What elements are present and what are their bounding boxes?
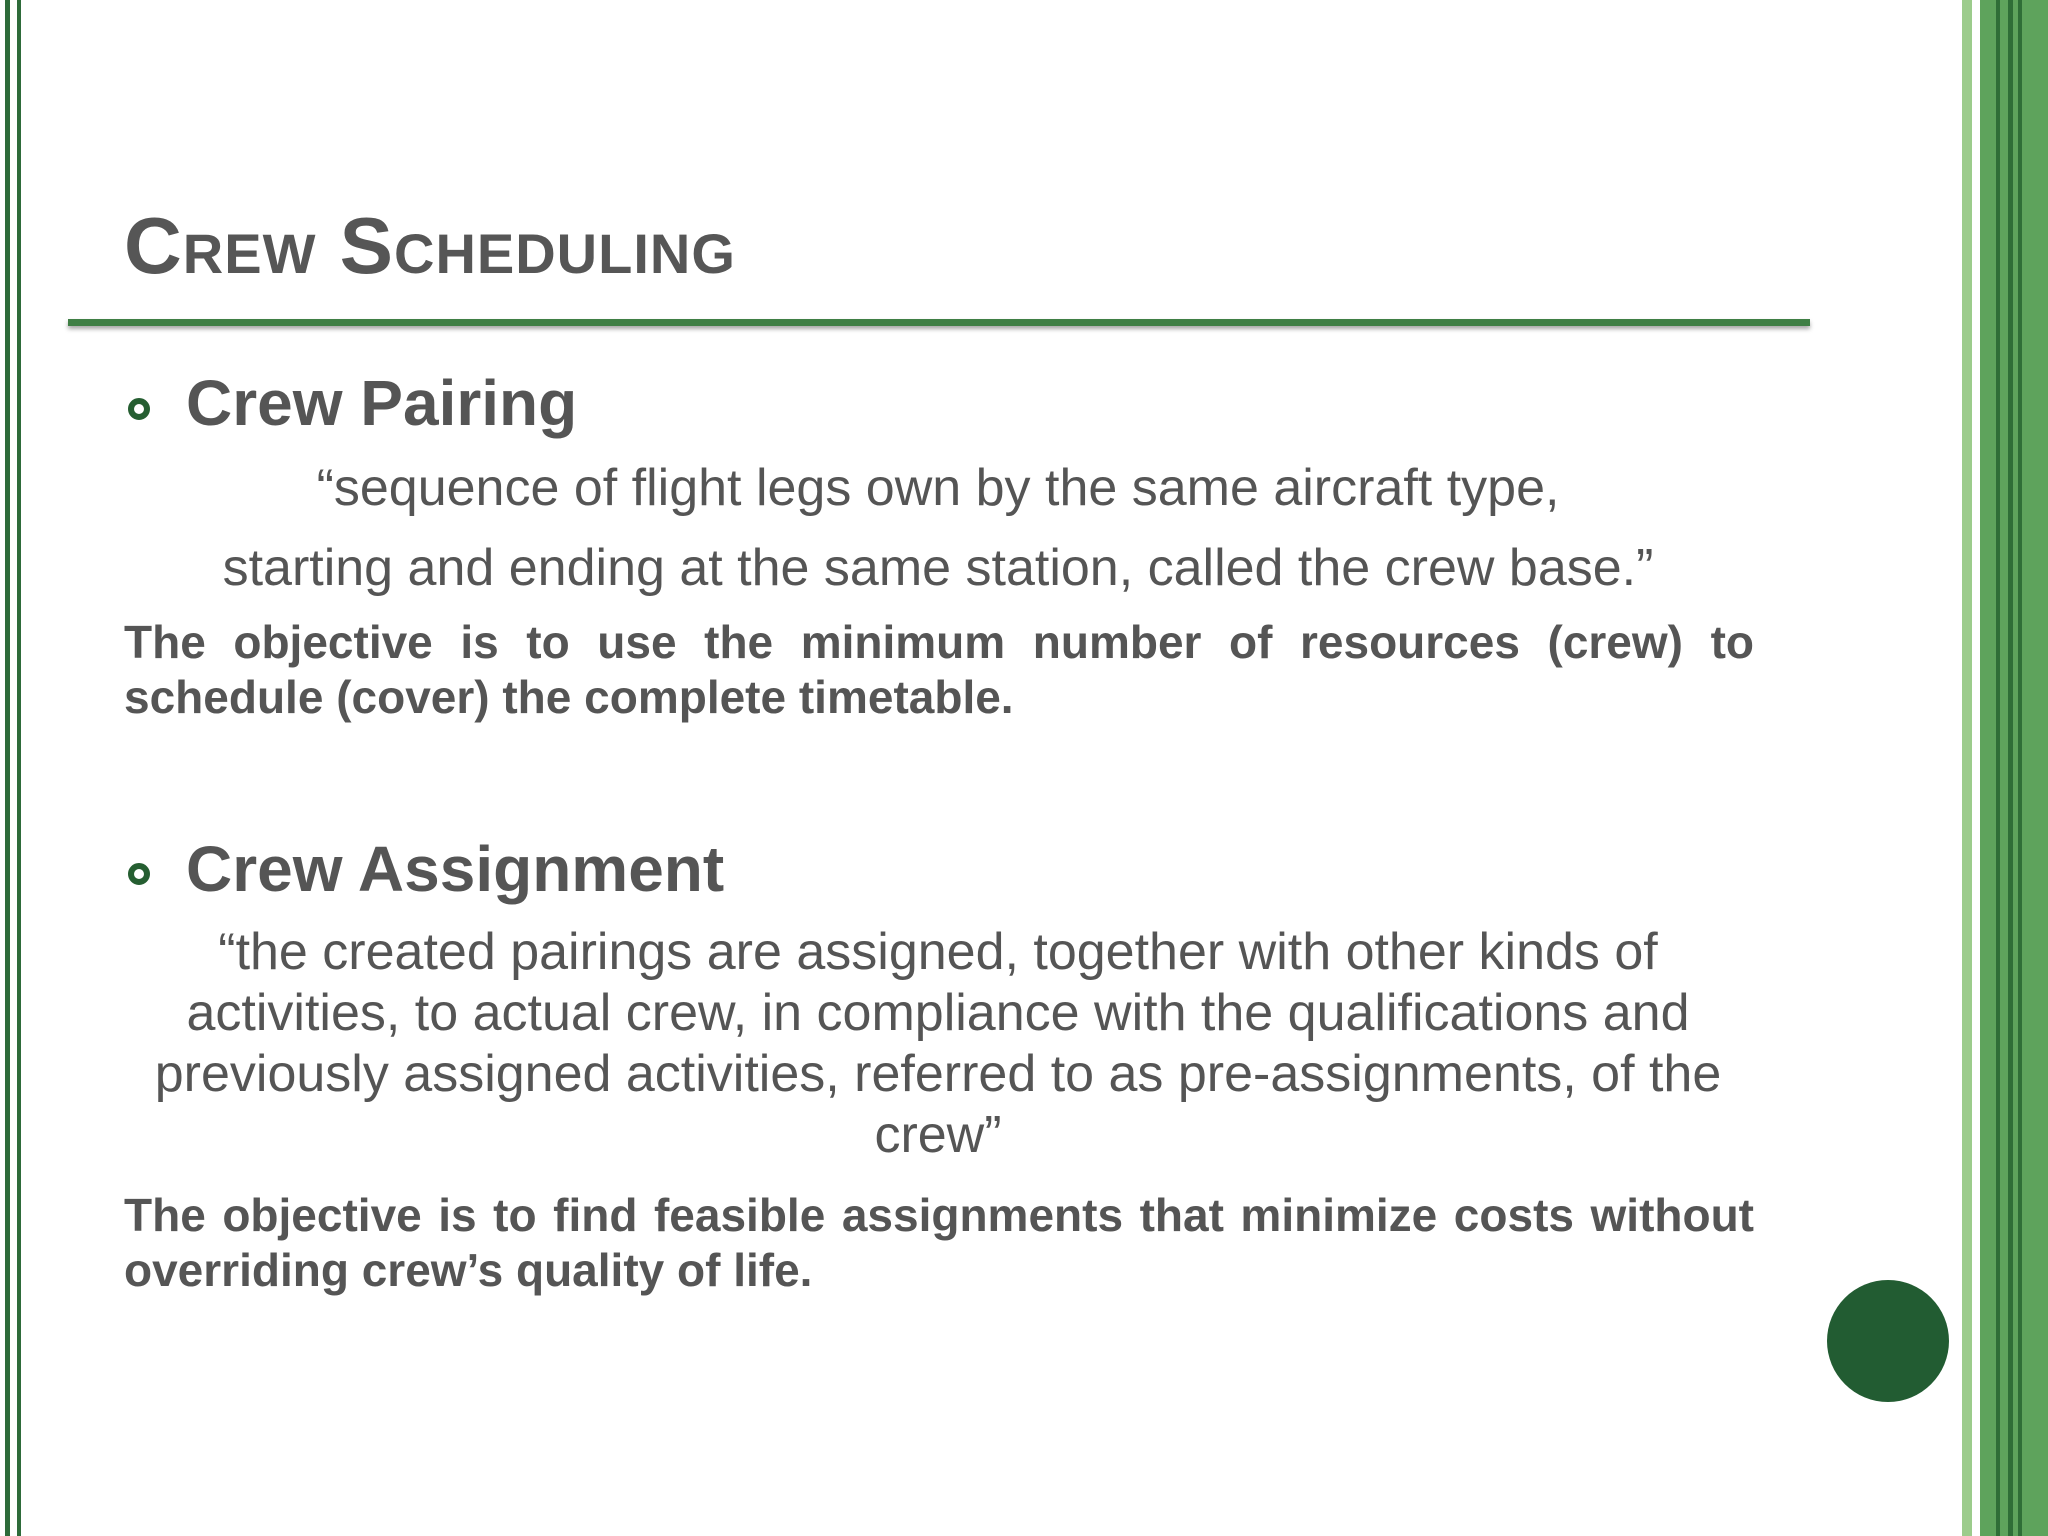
assignment-quote: “the created pairings are assigned, together with other kinds of activities, to actual crew, in compliance with the qualifications and previously assigned activities, referred to as pre-assignments, of the crew” [154,923,1722,1164]
decorative-circle [1827,1280,1949,1402]
pairing-objective: The objective is to use the minimum number of resources (crew) to schedule (cover) the complete timetable. [124,616,1754,723]
slide-title: Crew Scheduling [124,201,736,290]
pairing-quote-line-2: starting and ending at the same station, called the crew base.” [222,539,1654,597]
left-border-line [17,0,21,1536]
right-stripe [2022,0,2048,1536]
right-stripe [1980,0,1996,1536]
pairing-quote-line-1: “sequence of flight legs own by the same aircraft type, [316,459,1560,517]
bullet-ring-icon [128,863,150,885]
section-heading-crew-pairing: Crew Pairing [186,367,578,439]
section-heading-crew-assignment: Crew Assignment [186,833,725,905]
left-border-line [5,0,10,1536]
assignment-objective: The objective is to find feasible assignments that minimize costs without overriding crew’s quality of life. [124,1189,1754,1296]
right-stripe [1962,0,1972,1536]
right-stripe [2000,0,2008,1536]
bullet-ring-icon [128,398,150,420]
title-underline [68,319,1810,326]
